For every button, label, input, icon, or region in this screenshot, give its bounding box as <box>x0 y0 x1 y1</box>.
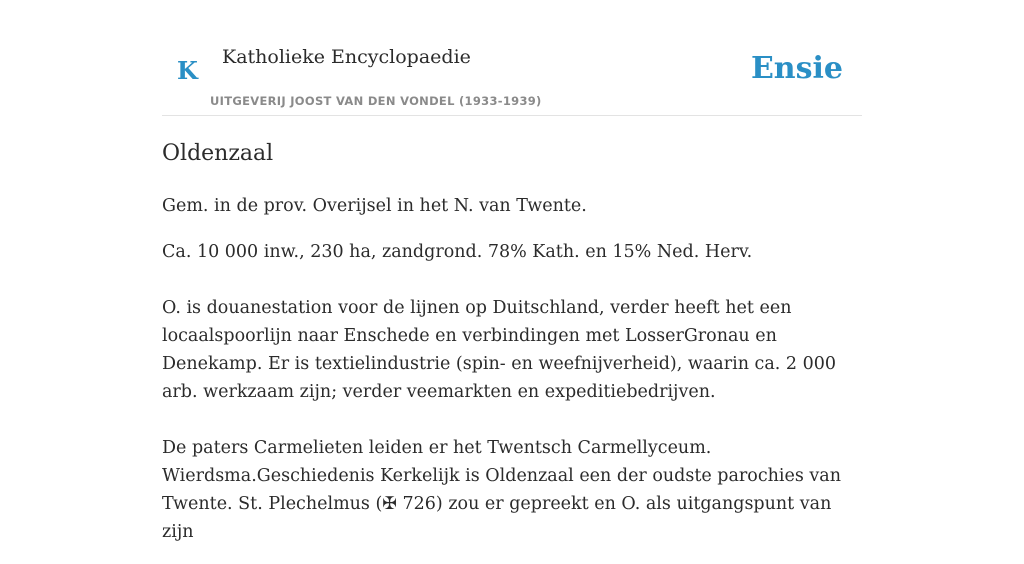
site-subtitle: UITGEVERIJ JOOST VAN DEN VONDEL (1933-1939) <box>210 94 542 108</box>
site-logo[interactable]: K <box>177 56 198 85</box>
site-title[interactable]: Katholieke Encyclopaedie <box>222 46 471 68</box>
article-paragraph: De paters Carmelieten leiden er het Twentsch Carmellyceum. Wierdsma.Geschiedenis Kerkelijk is Oldenzaal een der oudste parochies van Twente. St. Plechelmus (✠ 726) zou er gepreekt en O. als uitgangspunt van zijn <box>162 438 841 542</box>
article-paragraph: O. is douanestation voor de lijnen op Duitschland, verder heeft het een locaalspoorlijn naar Enschede en verbindingen met LosserGronau en Denekamp. Er is textielindustrie (spin- en weefnijverheid), waarin ca. 2 000 arb. werkzaam zijn; verder veemarkten en expeditiebedrijven. <box>162 298 836 402</box>
article <box>162 138 862 564</box>
site-header <box>162 0 862 116</box>
article-title: Oldenzaal <box>162 141 274 166</box>
article-paragraph: Gem. in de prov. Overijsel in het N. van Twente. <box>162 196 587 216</box>
brand-link[interactable]: Ensie <box>750 51 843 86</box>
article-paragraph: Ca. 10 000 inw., 230 ha, zandgrond. 78% Kath. en 15% Ned. Herv. <box>162 242 753 262</box>
